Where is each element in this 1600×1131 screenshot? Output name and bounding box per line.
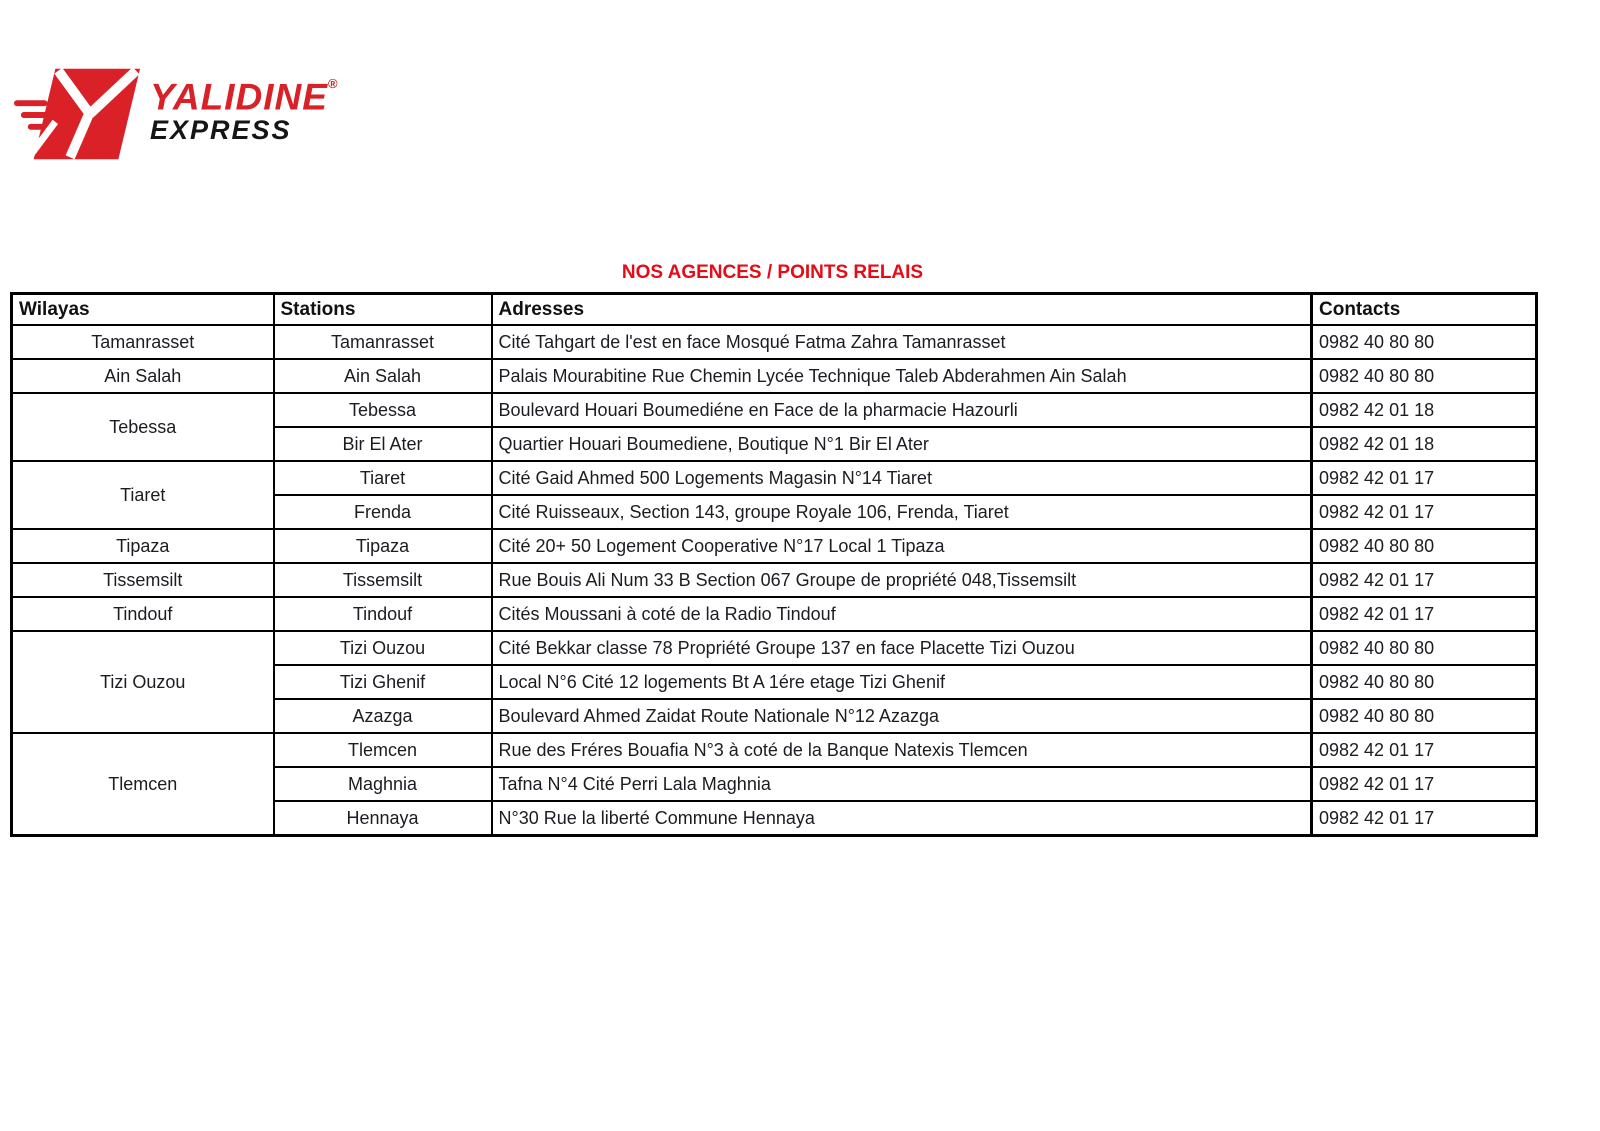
brand-name-text: YALIDINE (150, 76, 328, 118)
station-cell: Tipaza (274, 529, 492, 563)
contact-cell: 0982 42 01 17 (1312, 563, 1537, 597)
station-cell: Maghnia (274, 767, 492, 801)
contact-cell: 0982 40 80 80 (1312, 359, 1537, 393)
wilaya-cell: Ain Salah (12, 359, 274, 393)
brand-subtitle: EXPRESS (150, 115, 292, 146)
adresse-cell: Cité 20+ 50 Logement Cooperative N°17 Local 1 Tipaza (492, 529, 1312, 563)
adresse-cell: Rue Bouis Ali Num 33 B Section 067 Groupe de propriété 048,Tissemsilt (492, 563, 1312, 597)
table-row (12, 563, 1537, 597)
table-row (12, 325, 1537, 359)
wilaya-cell: Tiaret (12, 461, 274, 529)
adresse-cell: Cités Moussani à coté de la Radio Tindouf (492, 597, 1312, 631)
header-stations: Stations (274, 294, 492, 326)
wilaya-cell: Tindouf (12, 597, 274, 631)
header-adresses: Adresses (492, 294, 1312, 326)
adresse-cell: Cité Gaid Ahmed 500 Logements Magasin N°14 Tiaret (492, 461, 1312, 495)
adresse-cell: Boulevard Houari Boumediéne en Face de la pharmacie Hazourli (492, 393, 1312, 427)
contact-cell: 0982 42 01 17 (1312, 801, 1537, 836)
adresse-cell: Palais Mourabitine Rue Chemin Lycée Technique Taleb Abderahmen Ain Salah (492, 359, 1312, 393)
contact-cell: 0982 40 80 80 (1312, 631, 1537, 665)
yalidine-envelope-y-icon (14, 62, 142, 166)
station-cell: Tlemcen (274, 733, 492, 767)
table-header-row (12, 294, 1537, 326)
station-cell: Hennaya (274, 801, 492, 836)
contact-cell: 0982 40 80 80 (1312, 529, 1537, 563)
station-cell: Tamanrasset (274, 325, 492, 359)
adresse-cell: Local N°6 Cité 12 logements Bt A 1ére etage Tizi Ghenif (492, 665, 1312, 699)
contact-cell: 0982 42 01 17 (1312, 733, 1537, 767)
station-cell: Bir El Ater (274, 427, 492, 461)
table-row (12, 733, 1537, 767)
adresse-cell: Tafna N°4 Cité Perri Lala Maghnia (492, 767, 1312, 801)
adresse-cell: Boulevard Ahmed Zaidat Route Nationale N°12 Azazga (492, 699, 1312, 733)
brand-name (150, 74, 338, 118)
contact-cell: 0982 42 01 17 (1312, 767, 1537, 801)
station-cell: Azazga (274, 699, 492, 733)
contact-cell: 0982 40 80 80 (1312, 665, 1537, 699)
yalidine-logo (14, 62, 338, 166)
adresse-cell: Cité Ruisseaux, Section 143, groupe Royale 106, Frenda, Tiaret (492, 495, 1312, 529)
table-row (12, 359, 1537, 393)
wilaya-cell: Tebessa (12, 393, 274, 461)
registered-mark: ® (327, 76, 338, 91)
station-cell: Frenda (274, 495, 492, 529)
station-cell: Tizi Ghenif (274, 665, 492, 699)
adresse-cell: Quartier Houari Boumediene, Boutique N°1 Bir El Ater (492, 427, 1312, 461)
adresse-cell: Rue des Fréres Bouafia N°3 à coté de la Banque Natexis Tlemcen (492, 733, 1312, 767)
table-row (12, 461, 1537, 495)
station-cell: Tindouf (274, 597, 492, 631)
station-cell: Tiaret (274, 461, 492, 495)
table-row (12, 597, 1537, 631)
contact-cell: 0982 42 01 18 (1312, 427, 1537, 461)
logo-text (150, 62, 338, 145)
page-title: NOS AGENCES / POINTS RELAIS (621, 262, 924, 283)
wilaya-cell: Tamanrasset (12, 325, 274, 359)
contact-cell: 0982 42 01 17 (1312, 495, 1537, 529)
wilaya-cell: Tipaza (12, 529, 274, 563)
agences-table (10, 292, 1538, 837)
header-wilayas: Wilayas (12, 294, 274, 326)
station-cell: Ain Salah (274, 359, 492, 393)
table-row (12, 393, 1537, 427)
station-cell: Tizi Ouzou (274, 631, 492, 665)
table-row (12, 631, 1537, 665)
table-row (12, 529, 1537, 563)
wilaya-cell: Tissemsilt (12, 563, 274, 597)
contact-cell: 0982 40 80 80 (1312, 325, 1537, 359)
header-contacts: Contacts (1312, 294, 1537, 326)
station-cell: Tebessa (274, 393, 492, 427)
contact-cell: 0982 42 01 18 (1312, 393, 1537, 427)
adresse-cell: Cité Tahgart de l'est en face Mosqué Fatma Zahra Tamanrasset (492, 325, 1312, 359)
station-cell: Tissemsilt (274, 563, 492, 597)
contact-cell: 0982 42 01 17 (1312, 461, 1537, 495)
adresse-cell: Cité Bekkar classe 78 Propriété Groupe 137 en face Placette Tizi Ouzou (492, 631, 1312, 665)
contact-cell: 0982 40 80 80 (1312, 699, 1537, 733)
wilaya-cell: Tizi Ouzou (12, 631, 274, 733)
adresse-cell: N°30 Rue la liberté Commune Hennaya (492, 801, 1312, 836)
wilaya-cell: Tlemcen (12, 733, 274, 836)
contact-cell: 0982 42 01 17 (1312, 597, 1537, 631)
